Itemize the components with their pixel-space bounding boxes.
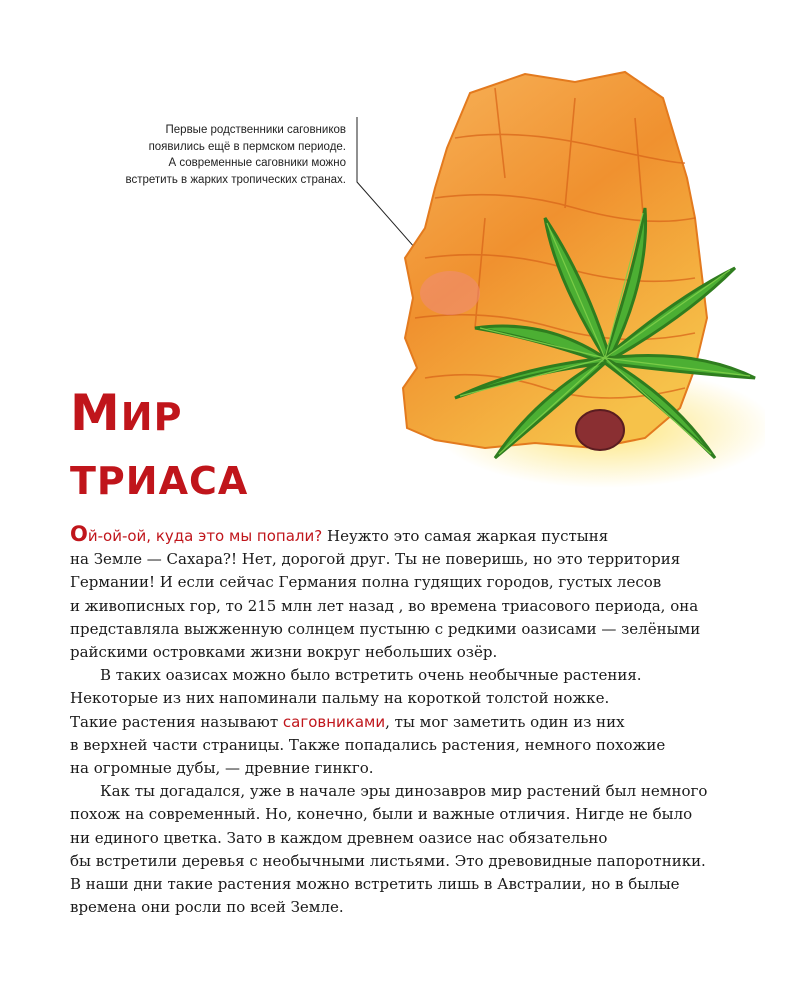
rock-pink-patch [420,271,480,315]
paragraph-line: Как ты догадался, уже в начале эры динозавров мир растений был немного [100,782,708,801]
page-title [70,385,248,509]
paragraph-line: похож на современный. Но, конечно, были и важные отличия. Нигде не было [70,805,693,824]
caption-line: появились ещё в пермском периоде. [148,140,346,153]
illustration-caption [86,122,346,188]
paragraph-line: райскими островками жизни вокруг небольших озёр. [70,643,498,662]
cycad-trunk [576,410,624,450]
paragraph-line-highlight [70,711,710,734]
paragraph-text: Неужто это самая жаркая пустыня [322,527,609,545]
title-line-2: ТРИАСА [70,459,249,503]
caption-line: А современные саговники можно [168,157,346,169]
caption-line: встретить в жарких тропических странах. [125,173,346,186]
lead-drop-cap: О [70,522,88,546]
body-text [70,523,710,919]
cycad-rock-illustration [395,68,765,488]
paragraph-text: Такие растения называют [70,712,283,731]
highlighted-term: саговниками [282,712,386,731]
paragraph-line: на огромные дубы, — древние гинкго. [70,759,374,778]
paragraph-line: в верхней части страницы. Также попадались растения, немного похожие [70,735,666,754]
paragraph-text: , ты мог заметить один из них [385,712,625,731]
paragraph-1-line-1 [70,523,710,548]
caption-line: Первые родственники саговников [165,124,346,136]
lead-phrase: й-ой-ой, куда это мы попали? [87,527,323,545]
paragraph-line: бы встретили деревья с необычными листьями. Это древовидные папоротники. [70,851,706,870]
paragraph-line: на Земле — Сахара?! Нет, дорогой друг. Ты не поверишь, но это территория [70,550,681,569]
paragraph-line: времена они росли по всей Земле. [70,898,344,917]
paragraph-line: и живописных гор, то 215 млн лет назад , во времена триасового периода, она [70,596,699,615]
title-line-1-rest: ИР [120,395,183,439]
title-line-1 [70,385,248,453]
paragraph-line: Германии! И если сейчас Германия полна гудящих городов, густых лесов [70,573,662,592]
paragraph-line: представляла выжженную солнцем пустыню с редкими оазисами — зелёными [70,619,701,638]
paragraph-line: ни единого цветка. Зато в каждом древнем оазисе нас обязательно [70,828,608,847]
paragraph-line: В таких оазисах можно было встретить очень необычные растения. [100,666,642,685]
paragraph-line: Некоторые из них напоминали пальму на короткой толстой ножке. [70,689,610,708]
paragraph-line: В наши дни такие растения можно встретить лишь в Австралии, но в былые [70,875,680,894]
title-drop-cap: М [70,384,121,442]
